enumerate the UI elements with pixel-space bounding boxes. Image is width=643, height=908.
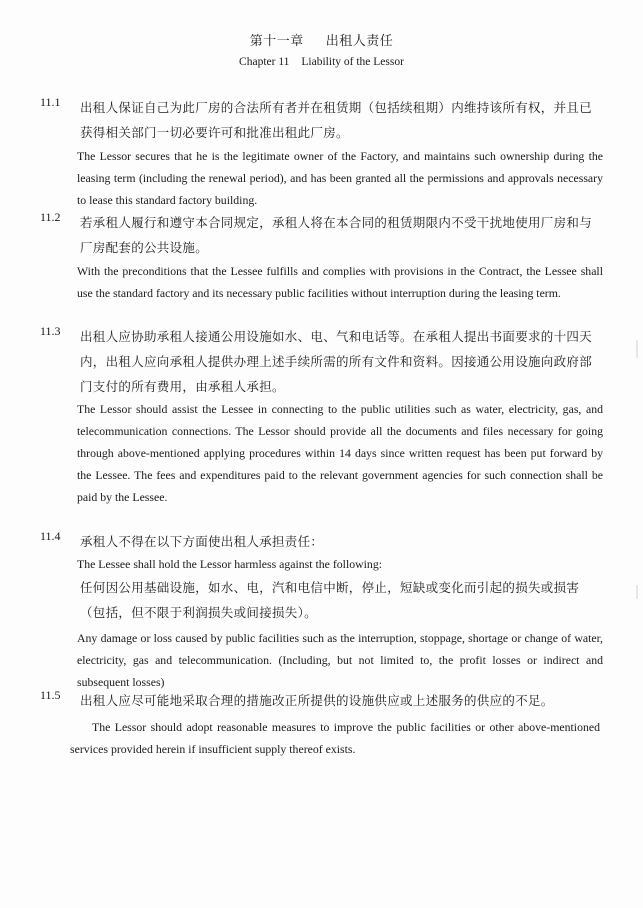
scan-edge-mark <box>636 585 638 599</box>
clause-text-zh: 出租人保证自己为此厂房的合法所有者并在租赁期（包括续租期）内维持该所有权，并且已获得相关部门一切必要许可和批准出租此厂房。 <box>80 100 593 140</box>
chapter-heading-en: Liability of the Lessor <box>301 56 404 68</box>
clause-item-en: Any damage or loss caused by public facilities such as the interruption, stoppage, shortage or change of water, electricity, gas and telecommunication. (Including, but not limited to, the profit losses or indirect and subsequent losses) <box>77 631 603 689</box>
clause-number: 11.3 <box>40 324 61 338</box>
clause-text-en: With the preconditions that the Lessee fulfills and complies with provisions in the Contract, the Lessee shall use the standard factory and its necessary public facilities without interruption during the leasing term. <box>77 264 603 300</box>
chapter-subtitle <box>0 56 643 68</box>
clause-number: 11.4 <box>40 529 61 543</box>
chapter-number-zh: 第十一章 <box>249 34 304 49</box>
clause-text-zh: 出租人应尽可能地采取合理的措施改正所提供的设施供应或上述服务的供应的不足。 <box>80 693 554 708</box>
clause-text-zh: 出租人应协助承租人接通公用设施如水、电、气和电话等。在承租人提出书面要求的十四天内，出租人应向承租人提供办理上述手续所需的所有文件和资料。因接通公用设施向政府部门支付的所有费用，由承租人承担。 <box>80 329 593 394</box>
clause-lead-en: The Lessee shall hold the Lessor harmless against the following: <box>77 557 383 571</box>
clause-text-en: The Lessor secures that he is the legitimate owner of the Factory, and maintains such ownership during the leasing term (including the renewal period), and has been granted all the permissions and approvals necessary to lease this standard factory building. <box>77 149 603 207</box>
clause-number: 11.2 <box>40 210 61 224</box>
scan-edge-mark <box>636 340 638 358</box>
clause-text-zh: 若承租人履行和遵守本合同规定，承租人将在本合同的租赁期限内不受干扰地使用厂房和与厂房配套的公共设施。 <box>80 215 593 255</box>
chapter-title <box>0 30 643 49</box>
clause-text-en: The Lessor should adopt reasonable measures to improve the public facilities or other above-mentioned services provided herein if insufficient supply thereof exists. <box>70 720 600 756</box>
chapter-number-en: Chapter 11 <box>239 56 290 68</box>
clause-number: 11.5 <box>40 688 61 702</box>
clause-text-en: The Lessor should assist the Lessee in connecting to the public utilities such as water, electricity, gas, and telecommunication connections. The Lessor should provide all the documents and files necessary for going through above-mentioned applying procedures within 14 days since written request has been put forward by the Lessee. The fees and expenditures paid to the relevant government agencies for such connection shall be paid by the Lessee. <box>77 402 603 504</box>
clause-item-zh: 任何因公用基础设施，如水、电，汽和电信中断，停止，短缺或变化而引起的损失或损害（包括，但不限于利润损失或间接损失）。 <box>80 580 580 620</box>
clause-number: 11.1 <box>40 95 61 109</box>
clause-text-zh: 承租人不得在以下方面使出租人承担责任： <box>80 534 324 549</box>
chapter-heading-zh: 出租人责任 <box>325 34 394 49</box>
